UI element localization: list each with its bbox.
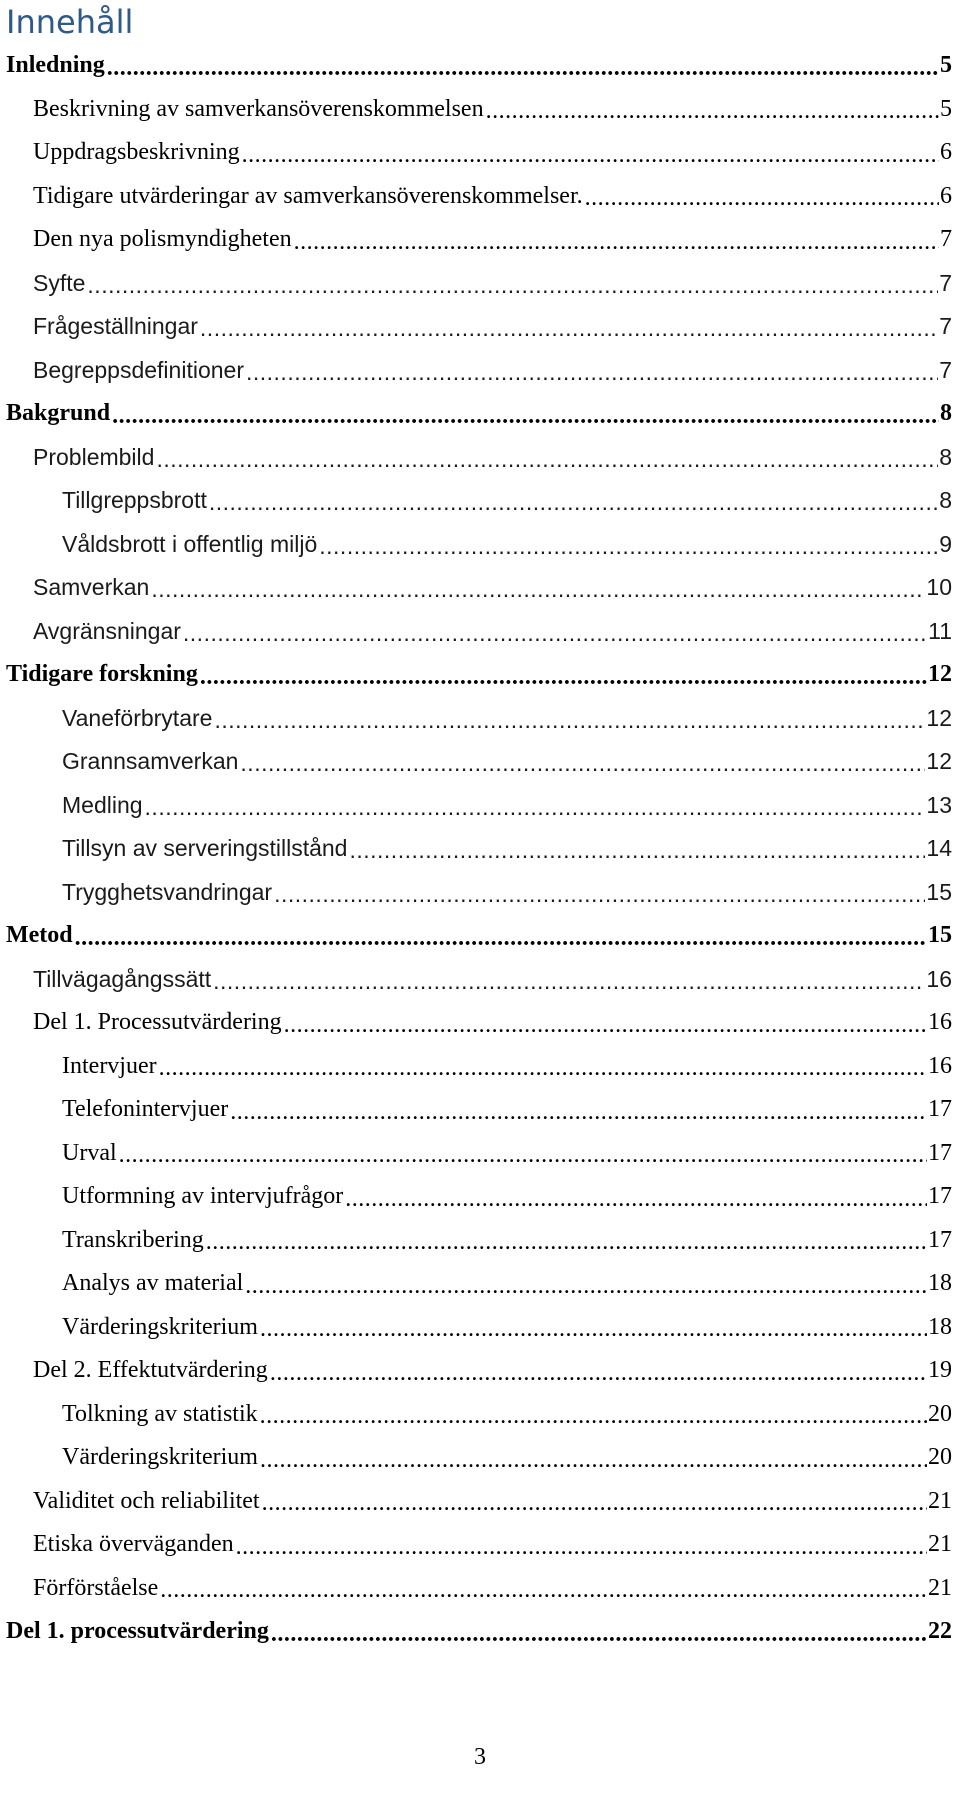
toc-entry-label: Medling [62, 791, 143, 818]
toc-entry[interactable] [0, 262, 960, 306]
toc-entry-page: 10 [926, 574, 952, 601]
toc-entry-label: Tidigare forskning [6, 661, 198, 688]
toc-entry[interactable] [0, 784, 960, 828]
toc-entry-page: 5 [940, 95, 952, 122]
toc-entry-label: Del 1. Processutvärdering [33, 1009, 282, 1036]
toc-entry[interactable] [0, 1523, 960, 1567]
dot-leader [240, 752, 925, 775]
dot-leader [75, 926, 927, 950]
toc-entry-page: 9 [939, 530, 952, 557]
toc-entry[interactable] [0, 1219, 960, 1263]
toc-entry-label: Den nya polismyndigheten [33, 226, 292, 253]
toc-entry-label: Validitet och reliabilitet [33, 1487, 260, 1514]
toc-entry-label: Tillvägagångssätt [33, 965, 212, 992]
toc-entry-page: 6 [940, 139, 952, 166]
toc-entry[interactable] [0, 1306, 960, 1350]
toc-entry-label: Inledning [6, 52, 105, 79]
toc-entry-page: 17 [928, 1183, 952, 1210]
dot-leader [151, 578, 925, 601]
toc-entry[interactable] [0, 610, 960, 654]
toc-entry[interactable] [0, 1262, 960, 1306]
toc-entry-label: Telefonintervjuer [62, 1096, 229, 1123]
toc-entry[interactable] [0, 1349, 960, 1393]
toc-entry-page: 17 [928, 1139, 952, 1166]
toc-entry[interactable] [0, 392, 960, 436]
dot-leader [156, 448, 938, 471]
toc-entry-page: 7 [940, 226, 952, 253]
toc-entry[interactable] [0, 1393, 960, 1437]
toc-entry-label: Syfte [33, 269, 86, 296]
toc-entry-page: 7 [939, 269, 952, 296]
toc-entry-label: Etiska överväganden [33, 1531, 234, 1558]
toc-entry-label: Del 2. Effektutvärdering [33, 1357, 268, 1384]
dot-leader [319, 535, 938, 558]
toc-entry-page: 15 [928, 922, 952, 949]
toc-entry[interactable] [0, 1045, 960, 1089]
toc-entry-page: 19 [928, 1357, 952, 1384]
dot-leader [284, 1013, 927, 1037]
toc-entry-label: Tolkning av statistik [62, 1400, 258, 1427]
dot-leader [107, 56, 939, 80]
toc-entry-label: Analys av material [62, 1270, 244, 1297]
dot-leader [183, 622, 927, 645]
toc-entry-page: 22 [928, 1618, 952, 1645]
dot-leader [245, 1274, 927, 1298]
toc-entry-label: Värderingskriterium [62, 1313, 258, 1340]
dot-leader [585, 186, 939, 210]
dot-leader [112, 404, 939, 428]
toc-entry-label: Tillgreppsbrott [62, 487, 207, 514]
toc-entry-label: Urval [62, 1139, 117, 1166]
toc-entry[interactable] [0, 44, 960, 88]
toc-entry-label: Utformning av intervjufrågor [62, 1183, 344, 1210]
dot-leader [236, 1535, 927, 1559]
toc-entry-page: 11 [928, 617, 952, 644]
toc-entry-label: Värderingskriterium [62, 1444, 258, 1471]
toc-entry-page: 18 [928, 1270, 952, 1297]
dot-leader [345, 1187, 927, 1211]
dot-leader [294, 230, 939, 254]
toc-entry-page: 7 [939, 313, 952, 340]
toc-entry[interactable] [0, 1610, 960, 1654]
dot-leader [274, 883, 925, 906]
toc-entry-page: 5 [940, 52, 952, 79]
toc-entry-page: 16 [928, 1009, 952, 1036]
toc-entry[interactable] [0, 349, 960, 393]
toc-entry-page: 13 [926, 791, 952, 818]
toc-entry-label: Trygghetsvandringar [62, 878, 273, 905]
toc-entry-label: Intervjuer [62, 1052, 157, 1079]
toc-entry[interactable] [0, 1001, 960, 1045]
toc-entry-page: 20 [928, 1444, 952, 1471]
dot-leader [271, 1622, 927, 1646]
toc-entry-label: Samverkan [33, 574, 150, 601]
toc-entry-label: Tillsyn av serveringstillstånd [62, 835, 348, 862]
toc-entry-page: 21 [928, 1574, 952, 1601]
dot-leader [145, 796, 926, 819]
toc-entry[interactable] [0, 740, 960, 784]
toc-entry-page: 21 [928, 1531, 952, 1558]
toc-entry-page: 12 [928, 661, 952, 688]
toc-entry[interactable] [0, 523, 960, 567]
dot-leader [486, 99, 939, 123]
toc-entry[interactable] [0, 305, 960, 349]
toc-entry-label: Beskrivning av samverkansöverenskommelsen [33, 95, 484, 122]
toc-entry-page: 15 [926, 878, 952, 905]
toc-entry-page: 20 [928, 1400, 952, 1427]
dot-leader [270, 1361, 927, 1385]
toc-entry-label: Begreppsdefinitioner [33, 356, 244, 383]
toc-entry[interactable] [0, 1132, 960, 1176]
toc-entry-page: 17 [928, 1096, 952, 1123]
dot-leader [160, 1578, 927, 1602]
toc-entry-page: 21 [928, 1487, 952, 1514]
dot-leader [209, 491, 938, 514]
toc-entry-page: 8 [939, 487, 952, 514]
toc-entry-page: 17 [928, 1226, 952, 1253]
toc-entry-label: Bakgrund [6, 400, 111, 427]
toc-entry[interactable] [0, 653, 960, 697]
toc-entry[interactable] [0, 479, 960, 523]
toc-entry-page: 18 [928, 1313, 952, 1340]
toc-entry-label: Grannsamverkan [62, 748, 239, 775]
dot-leader [262, 1491, 927, 1515]
dot-leader [260, 1317, 927, 1341]
table-of-contents [0, 44, 960, 1654]
toc-entry[interactable] [0, 131, 960, 175]
toc-entry[interactable] [0, 436, 960, 480]
dot-leader [206, 1230, 927, 1254]
toc-entry-page: 12 [926, 748, 952, 775]
toc-entry-label: Förförståelse [33, 1574, 159, 1601]
toc-title: Innehåll [6, 3, 134, 41]
dot-leader [213, 970, 925, 993]
toc-entry-page: 14 [926, 835, 952, 862]
dot-leader [260, 1448, 927, 1472]
toc-entry[interactable] [0, 88, 960, 132]
dot-leader [349, 839, 925, 862]
toc-entry-page: 8 [939, 443, 952, 470]
toc-entry-page: 16 [926, 965, 952, 992]
toc-entry[interactable] [0, 697, 960, 741]
toc-entry-page: 7 [939, 356, 952, 383]
toc-entry-label: Frågeställningar [33, 313, 198, 340]
toc-entry-label: Problembild [33, 443, 155, 470]
page-number: 3 [474, 1744, 486, 1770]
dot-leader [87, 274, 938, 297]
dot-leader [242, 143, 939, 167]
toc-entry-label: Tidigare utvärderingar av samverkansöverenskommelser. [33, 182, 583, 209]
toc-entry[interactable] [0, 914, 960, 958]
toc-entry-page: 12 [926, 704, 952, 731]
toc-entry-label: Avgränsningar [33, 617, 181, 644]
toc-entry[interactable] [0, 566, 960, 610]
toc-entry-page: 6 [940, 182, 952, 209]
toc-entry-page: 8 [940, 400, 952, 427]
dot-leader [200, 665, 927, 689]
toc-entry[interactable] [0, 1175, 960, 1219]
dot-leader [159, 1056, 927, 1080]
toc-entry[interactable] [0, 958, 960, 1002]
toc-entry[interactable] [0, 175, 960, 219]
dot-leader [200, 317, 938, 340]
toc-entry[interactable] [0, 827, 960, 871]
dot-leader [260, 1404, 927, 1428]
toc-entry-label: Våldsbrott i offentlig miljö [62, 530, 318, 557]
toc-entry[interactable] [0, 1567, 960, 1611]
toc-entry-label: Vaneförbrytare [62, 704, 213, 731]
dot-leader [246, 361, 938, 384]
toc-entry-label: Metod [6, 922, 73, 949]
toc-entry-label: Del 1. processutvärdering [6, 1618, 269, 1645]
toc-entry[interactable] [0, 1436, 960, 1480]
toc-entry[interactable] [0, 1088, 960, 1132]
toc-entry[interactable] [0, 218, 960, 262]
dot-leader [230, 1100, 927, 1124]
toc-entry[interactable] [0, 1480, 960, 1524]
dot-leader [119, 1143, 927, 1167]
toc-entry-label: Uppdragsbeskrivning [33, 139, 240, 166]
toc-entry[interactable] [0, 871, 960, 915]
dot-leader [214, 709, 925, 732]
toc-entry-page: 16 [928, 1052, 952, 1079]
toc-entry-label: Transkribering [62, 1226, 204, 1253]
